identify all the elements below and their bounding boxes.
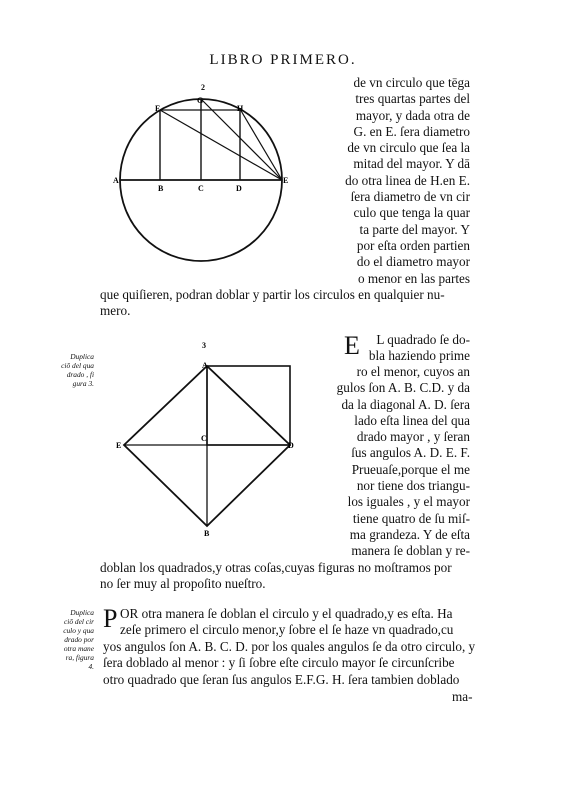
text-block-2 [330, 364, 470, 560]
text-line: ta parte del mayor. Y [359, 221, 470, 237]
label-d: D [288, 441, 294, 450]
label-g: G [197, 96, 204, 105]
text-line: L quadrado ſe do- [376, 332, 470, 347]
label-b: B [204, 529, 210, 538]
figure-3-number: 3 [202, 341, 206, 350]
text-line: doblan los quadrados,y otras coſas,cuyas figuras no moſtramos por [100, 560, 452, 575]
text-line: zeſe primero el circulo menor,y ſobre el ſe haze vn quadrado,cu [120, 622, 454, 638]
label-e: E [116, 441, 122, 450]
text-block-2-cap [362, 332, 470, 365]
label-a: A [202, 361, 208, 370]
text-line: OR otra manera ſe doblan el circulo y el quadrado,y es eſta. Ha [120, 606, 453, 621]
text-line: ſera doblado al menor : y ſi ſobre eſte circulo mayor ſe circunſcribe [103, 655, 455, 671]
text-line: bla haziendo prime [368, 348, 470, 364]
label-d: D [236, 184, 242, 193]
text-line: do otra linea de H.en E. [345, 172, 470, 188]
text-line: o menor en las partes [357, 270, 470, 286]
figure-2-circle [108, 80, 308, 310]
catchword: ma- [452, 689, 473, 704]
text-line: Prueuaſe,porque el me [351, 461, 470, 477]
text-line: de vn circulo que tēga [353, 75, 470, 90]
text-line: da la diagonal A. D. ſera [341, 396, 470, 412]
text-line: que quiſieren, podran doblar y partir los circulos en qualquier nu- [100, 287, 445, 302]
label-c: C [201, 434, 207, 443]
text-line: ſera diametro de vn cir [350, 189, 470, 205]
figure-3-squares [110, 338, 320, 538]
drop-cap-p: P [103, 604, 118, 633]
text-line: de vn circulo que ſea la [347, 140, 470, 156]
text-line: mero. [100, 303, 131, 319]
text-block-3-cont [103, 639, 475, 688]
text-block-2-full [100, 560, 470, 593]
label-a: A [113, 176, 119, 185]
line-f-e [160, 110, 282, 180]
margin-note-1: Duplica ciō del qua drado , fi gura 3. [61, 352, 94, 388]
text-line: ma grandeza. Y de eſta [349, 526, 470, 542]
text-line: ro el menor, cuyos an [356, 364, 470, 379]
drop-cap-e: E [344, 331, 360, 360]
text-line: culo que tenga la quar [353, 205, 470, 221]
figure-2-number: 2 [201, 83, 205, 92]
text-line: tiene quatro de ſu miſ- [352, 510, 470, 526]
label-b: B [158, 184, 164, 193]
text-line: por eſta orden partien [356, 237, 470, 253]
page-header: LIBRO PRIMERO. [209, 52, 357, 68]
text-line: drado mayor , y ſeran [356, 429, 470, 445]
text-line: ſus angulos A. D. E. F. [351, 445, 470, 461]
label-f: F [155, 104, 160, 113]
text-line: nor tiene dos triangu- [356, 478, 470, 494]
text-line: los iguales , y el mayor [347, 494, 470, 510]
text-block-1 [330, 75, 470, 287]
label-e: E [283, 176, 289, 185]
text-line: lado eſta linea del qua [354, 412, 470, 428]
text-line: G. en E. ſera diametro [353, 123, 470, 139]
text-line: mitad del mayor. Y dā [353, 156, 470, 172]
text-line: gulos ſon A. B. C.D. y da [336, 380, 470, 396]
margin-note-2: Duplica ciō del cir culo y qua drado por otra mane ra, figura 4. [63, 608, 94, 671]
text-line: manera ſe doblan y re- [351, 543, 470, 559]
label-h: H [237, 104, 244, 113]
text-line: yos angulos ſon A. B. C. D. por los quales angulos ſe da otro circulo, y [103, 639, 476, 654]
text-block-1-full [100, 287, 470, 320]
text-block-3 [120, 606, 475, 639]
text-line: tres quartas partes del [355, 91, 470, 107]
text-line: otro quadrado que ſeran ſus angulos E.F.G. H. ſera tambien doblado [103, 671, 460, 687]
diagonal-a-d [207, 366, 290, 445]
text-line: mayor, y dada otra de [355, 107, 470, 123]
text-line: do el diametro mayor [356, 254, 470, 270]
label-c: C [198, 184, 204, 193]
text-line: no ſer muy al propoſito nueſtro. [100, 576, 266, 592]
